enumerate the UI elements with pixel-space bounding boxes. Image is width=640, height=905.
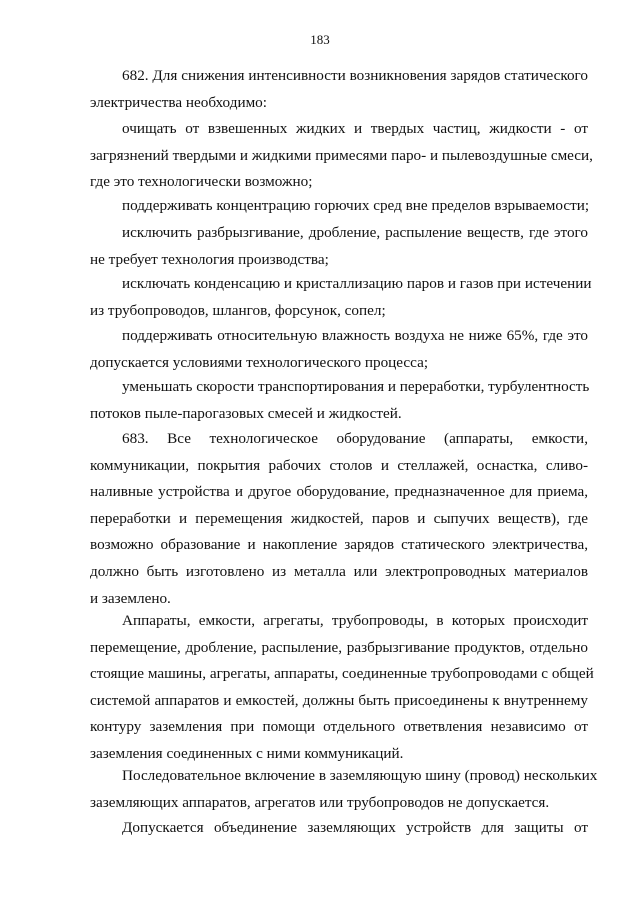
text-line: Последовательное включение в заземляющую шину (провод) нескольких	[122, 767, 598, 784]
paragraph-682-intro	[90, 63, 588, 116]
list-item-humidity	[90, 323, 588, 376]
paragraph-apparatus	[90, 608, 594, 768]
paragraph-683	[90, 426, 588, 612]
text-line: Аппараты, емкости, агрегаты, трубопроводы, в которых происходит	[122, 612, 588, 629]
list-item-clean	[90, 116, 593, 196]
text-line: из трубопроводов, шлангов, форсунок, сопел;	[90, 301, 386, 319]
text-line: очищать от взвешенных жидких и твердых частиц, жидкости - от	[122, 120, 588, 137]
text-line: должно быть изготовлено из металла или электропроводных материалов	[90, 562, 588, 580]
text-line: возможно образование и накопление зарядов статического электричества,	[90, 536, 588, 554]
text-line: загрязнений твердыми и жидкими примесями паро- и пылевоздушные смеси,	[90, 146, 593, 164]
paragraph-sequential	[90, 763, 598, 816]
text-line: контуру заземления при помощи отдельного ответвления независимо от	[90, 718, 588, 736]
text-line: Допускается объединение заземляющих устройств для защиты от	[122, 819, 588, 836]
list-item-concentration	[90, 193, 588, 220]
text-line: и заземлено.	[90, 589, 171, 607]
list-item-condensation	[90, 271, 592, 324]
text-line: заземления соединенных с ними коммуникаций.	[90, 744, 404, 762]
text-line: исключить разбрызгивание, дробление, распыление веществ, где этого	[122, 224, 588, 241]
text-line: поддерживать относительную влажность воздуха не ниже 65%, где это	[122, 327, 588, 344]
text-line: перемещение, дробление, распыление, разбрызгивание продуктов, отдельно	[90, 638, 588, 656]
text-line: 683. Все технологическое оборудование (аппараты, емкости,	[122, 430, 588, 447]
list-item-speed	[90, 374, 588, 427]
text-line: потоков пыле-парогазовых смесей и жидкостей.	[90, 404, 402, 422]
text-line: стоящие машины, агрегаты, аппараты, соединенные трубопроводами с общей	[90, 665, 594, 683]
text-line: системой аппаратов и емкостей, должны быть присоединены к внутреннему	[90, 691, 588, 709]
text-line: допускается условиями технологического процесса;	[90, 353, 429, 371]
text-line: переработки и перемещения жидкостей, паров и сыпучих веществ), где	[90, 509, 588, 527]
list-item-exclude-spraying	[90, 220, 588, 273]
text-line: исключать конденсацию и кристаллизацию паров и газов при истечении	[122, 275, 592, 292]
text-line: уменьшать скорости транспортирования и переработки, турбулентность	[122, 378, 590, 395]
text-line: 682. Для снижения интенсивности возникновения зарядов статического	[122, 67, 588, 84]
text-line: коммуникации, покрытия рабочих столов и стеллажей, оснастка, сливо-	[90, 456, 588, 474]
text-line: наливные устройства и другое оборудование, предназначенное для приема,	[90, 483, 588, 501]
text-line: электричества необходимо:	[90, 93, 267, 111]
text-line: заземляющих аппаратов, агрегатов или трубопроводов не допускается.	[90, 793, 550, 811]
page-number: 183	[310, 32, 330, 47]
text-line: где это технологически возможно;	[90, 173, 313, 191]
text-line: поддерживать концентрацию горючих сред вне пределов взрываемости;	[122, 197, 590, 214]
text-line: не требует технология производства;	[90, 250, 329, 268]
paragraph-allowed	[90, 815, 588, 842]
